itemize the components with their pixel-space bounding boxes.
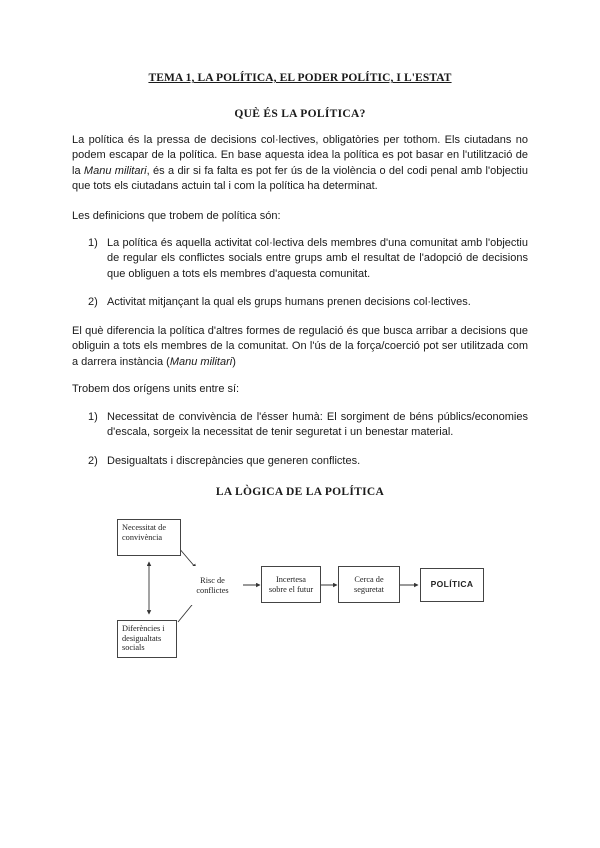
list-text: Necessitat de convivència de l'ésser humà: El sorgiment de béns públics/economies d'escala, sorgeix la necessitat de tenir seguretat i un benestar material.	[107, 411, 528, 439]
paragraph-differentiation	[72, 324, 528, 370]
list-item-origin-2	[88, 454, 528, 469]
document-title: TEMA 1, LA POLÍTICA, EL PODER POLÍTIC, I L'ESTAT	[148, 72, 452, 84]
paragraph-text: )	[232, 355, 236, 368]
diagram-box-label: Cerca de	[354, 575, 384, 584]
diagram-box-politica: POLÍTICA	[420, 568, 484, 602]
paragraph-text: La política és la pressa de decisions col·lectives, obligatòries per tothom. Els ciutadans no podem escapar de la política. En base aquesta idea la política es pot basar en l'utilització de la	[72, 134, 528, 177]
list-text: Desigualtats i discrepàncies que generen conflictes.	[107, 455, 361, 467]
list-text: La política és aquella activitat col·lectiva dels membres d'una comunitat amb l'objectiu de regular els conflictes socials entre grups amb el resultat de l'adopció de decisions que obliguen a tots els membres d'aquesta comunitat.	[107, 237, 528, 280]
diagram-box-incertesa-futur	[261, 566, 321, 603]
paragraph-origins-lead: Trobem dos orígens units entre sí:	[72, 383, 240, 395]
diagram-box-label: Incertesa	[276, 575, 306, 584]
diagram-box-label: Diferències i	[122, 624, 165, 633]
list-number: 1)	[88, 411, 98, 423]
paragraph-text: El què diferencia la política d'altres formes de regulació és que busca arribar a decisions que obliguin a tots els membres de la comunitat. On l'ús de la força/coerció pot ser utilitzada com a darrera instància (	[72, 325, 528, 368]
italic-term-manu-militari: Manu militari	[169, 355, 233, 368]
paragraph-definition-intro	[72, 133, 528, 194]
section-heading-que-es-politica: QUÈ ÉS LA POLÍTICA?	[234, 108, 366, 120]
list-item-definition-1	[88, 236, 528, 282]
list-number: 2)	[88, 455, 98, 467]
diagram-box-label: conflictes	[196, 585, 229, 595]
diagram-box-label: seguretat	[354, 584, 384, 594]
paragraph-text: , és a dir si fa falta es pot fer ús de la violència o del codi penal amb l'objectiu que tots els ciutadans actuin tal i com la política ha determinat.	[72, 164, 528, 192]
diagram-box-label: convivència	[122, 532, 163, 542]
diagram-box-label: desigualtats	[122, 633, 162, 643]
diagram-box-risc-conflictes	[182, 566, 243, 605]
list-number: 1)	[88, 237, 98, 249]
diagram-box-diferencies-desigualtats	[117, 620, 177, 658]
italic-term-manu-militari: Manu militari	[83, 164, 147, 177]
list-item-origin-1	[88, 410, 528, 441]
paragraph-definitions-lead: Les definicions que trobem de política són:	[72, 210, 281, 222]
list-text: Activitat mitjançant la qual els grups humans prenen decisions col·lectives.	[107, 296, 471, 308]
diagram-box-label: Risc de	[200, 576, 225, 585]
diagram-box-necessitat-convivencia	[117, 519, 181, 556]
section-heading-logica-politica: LA LÒGICA DE LA POLÍTICA	[215, 486, 385, 498]
diagram-box-label: socials	[122, 643, 145, 652]
list-item-definition-2	[88, 295, 528, 310]
diagram-box-label: sobre el futur	[268, 584, 314, 594]
diagram-box-cerca-seguretat	[338, 566, 400, 603]
diagram-box-label: Necessitat de	[122, 523, 167, 532]
list-number: 2)	[88, 296, 98, 308]
